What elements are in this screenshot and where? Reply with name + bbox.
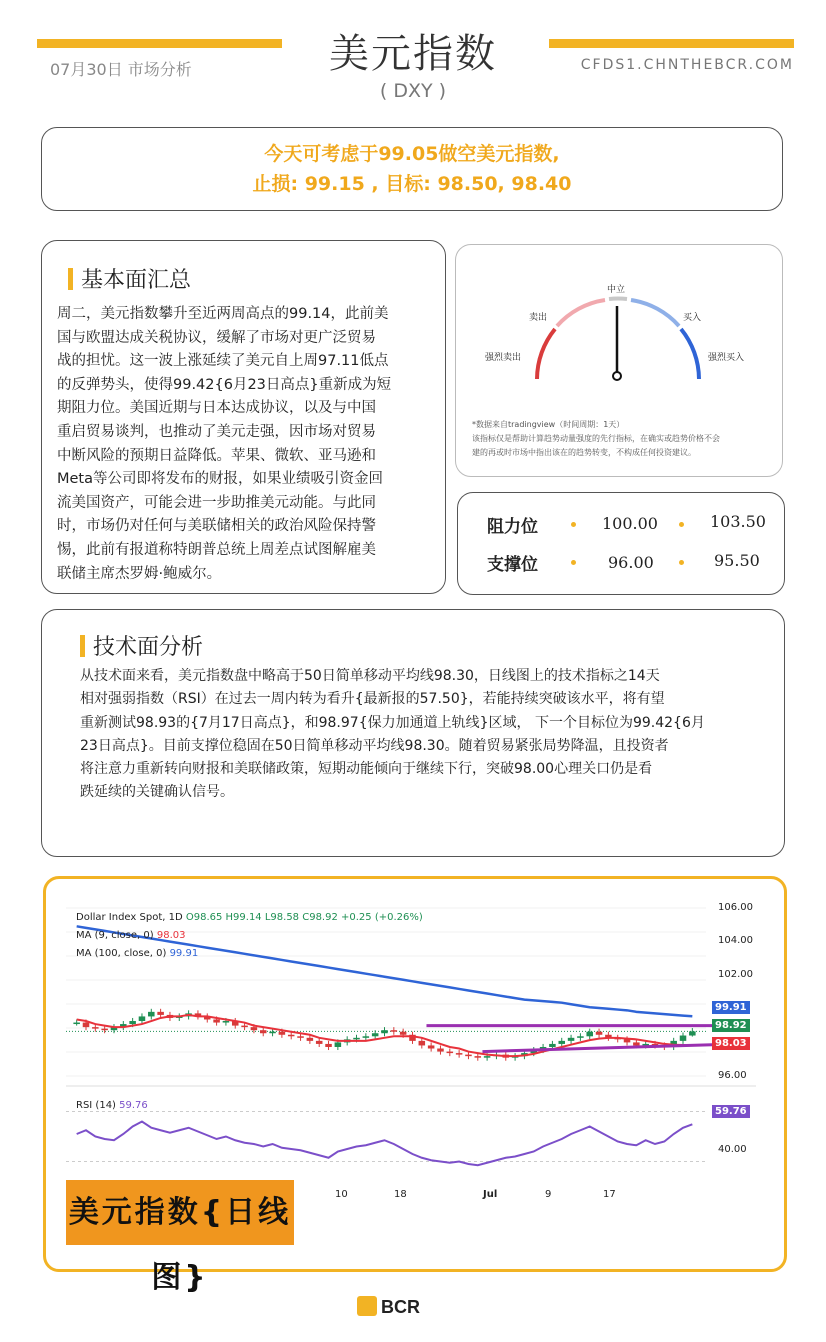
fundamental-line: 时，市场仍对任何与美联储相关的政治风险保持警 [57, 518, 376, 535]
x-tick: Jul [483, 1189, 498, 1200]
levels-box [457, 492, 785, 595]
gauge-note-line: 建的再或时市场中指出该在的趋势转变，不构成任何投资建议。 [472, 448, 696, 457]
y-tick: 96.00 [718, 1070, 747, 1081]
candle-body [335, 1042, 342, 1047]
gauge-label-strong-sell: 强烈卖出 [485, 353, 522, 363]
candle-body [577, 1036, 584, 1038]
candle-body [586, 1032, 593, 1037]
legend-rsi-label: RSI (14) [76, 1100, 116, 1111]
candle-body [101, 1029, 108, 1031]
candle-body [83, 1023, 90, 1028]
gauge-arc-neutral [609, 298, 627, 299]
site-url[interactable]: CFDS1.CHNTHEBCR.COM [580, 57, 794, 73]
bullet-dot [571, 522, 576, 527]
svg-text:BCR: BCR [381, 1297, 420, 1317]
rsi-line [77, 1122, 693, 1166]
candle-body [241, 1026, 248, 1028]
candle-body [353, 1038, 360, 1040]
fundamental-line: 战的担忧。这一波上涨延续了美元自上周97.11低点 [57, 353, 389, 370]
technical-line: 从技术面来看，美元指数盘中略高于50日简单移动平均线98.30，日线图上的技术指标之14天 [80, 668, 660, 684]
candle-body [307, 1038, 314, 1041]
technical-line: 23日高点}。目前支撑位稳固在50日简单移动平均线98.30。随着贸易紧张局势降温，且投资者 [80, 737, 669, 754]
gauge-arc-sell [557, 300, 605, 326]
chart-caption: 美元指数{日线图} [66, 1180, 294, 1245]
chart-legend-ma9 [76, 930, 185, 941]
y-tick: 106.00 [718, 902, 753, 913]
technical-line: 将注意力重新转向财报和美联储政策，短期动能倾向于继续下行，突破98.00心理关口仍是看 [80, 761, 653, 778]
gauge-note [472, 418, 772, 460]
y-tick: 104.00 [718, 935, 753, 946]
gauge-arc-strong-buy [681, 329, 699, 379]
candle-body [139, 1016, 146, 1021]
candle-body [624, 1039, 631, 1042]
resistance-label: 阻力位 [487, 517, 538, 537]
candle-body [456, 1053, 463, 1055]
candle-body [157, 1012, 164, 1015]
page-title: 美元指数 [329, 31, 497, 77]
candle-body [269, 1032, 276, 1034]
candle-body [223, 1021, 230, 1023]
candle-body [680, 1036, 687, 1041]
legend-symbol: Dollar Index Spot, 1D [76, 912, 183, 923]
candle-body [325, 1044, 332, 1047]
candle-body [316, 1041, 323, 1044]
bullet-dot [571, 560, 576, 565]
technical-title-text: 技术面分析 [93, 635, 204, 660]
fundamental-line: 联储主席杰罗姆·鲍威尔。 [57, 565, 222, 582]
recommendation-box [41, 127, 783, 211]
legend-rsi-value: 59.76 [119, 1100, 148, 1111]
chart-legend-main [76, 912, 423, 923]
candle-body [381, 1030, 388, 1033]
candle-body [596, 1032, 603, 1035]
fundamental-title-text: 基本面汇总 [81, 268, 192, 293]
candle-body [447, 1052, 454, 1054]
support-2: 95.50 [714, 551, 760, 570]
candle-body [689, 1031, 696, 1035]
recommendation-line-2: 止损: 99.15 , 目标: 98.50, 98.40 [252, 173, 572, 195]
fundamental-line: 中断风险的预期日益降低。苹果、微软、亚马逊和 [57, 447, 376, 464]
support-label: 支撑位 [487, 555, 538, 575]
fundamental-line: 流美国资产，可能会进一步助推美元动能。与此同 [57, 494, 376, 511]
candle-body [129, 1021, 136, 1024]
gauge-label-sell: 卖出 [529, 313, 548, 323]
bcr-logo [357, 1292, 452, 1320]
technical-line: 相对强弱指数（RSI）在过去一周内转为看升{最新报的57.50}，若能持续突破该水平，将有望 [80, 691, 665, 708]
fundamental-line: 国与欧盟达成关税协议，缓解了市场对更广泛贸易 [57, 329, 376, 346]
legend-ma100-label: MA (100, close, 0) [76, 948, 167, 959]
gauge-note-line: *数据来自tradingview（时间周期：1天） [472, 420, 625, 429]
fundamental-text [57, 303, 439, 586]
support-1: 96.00 [608, 553, 654, 572]
x-tick: 9 [545, 1189, 552, 1200]
legend-ohlc: O98.65 H99.14 L98.58 C98.92 +0.25 (+0.26%) [185, 912, 423, 923]
gauge-arc-buy [631, 300, 679, 326]
candle-body [400, 1032, 407, 1035]
fundamental-line: 的反弹势头，使得99.42{6月23日高点}重新成为短 [57, 376, 392, 393]
y-tick: 102.00 [718, 969, 753, 980]
page-subtitle: ( DXY ) [379, 80, 447, 102]
candle-body [288, 1035, 295, 1037]
report-date: 07月30日 市场分析 [50, 60, 192, 79]
technical-line: 跌延续的关键确认信号。 [80, 784, 234, 801]
rsi-y-tick: 40.00 [718, 1144, 747, 1155]
candle-body [419, 1041, 426, 1046]
chart-legend-rsi [76, 1100, 148, 1111]
resistance-1: 100.00 [602, 514, 658, 533]
section-marker [80, 635, 85, 657]
candle-body [297, 1036, 304, 1038]
gauge-note-line: 该指标仅是帮助计算趋势动量强度的先行指标，在确实或趋势价格不会 [472, 434, 720, 443]
gauge-label-strong-buy: 强烈买入 [708, 353, 745, 363]
candle-body [475, 1056, 482, 1058]
candle-body [484, 1056, 491, 1058]
last-price-tag: 98.92 [712, 1019, 750, 1032]
candle-body [260, 1030, 267, 1033]
legend-ma100-value: 99.91 [169, 948, 199, 959]
bullet-dot [679, 560, 684, 565]
candle-body [148, 1012, 155, 1017]
candle-body [558, 1041, 565, 1044]
fundamental-line: 重启贸易谈判，也推动了美元走强，因市场对贸易 [57, 423, 376, 440]
bullet-dot [679, 522, 684, 527]
gauge-label-neutral: 中立 [607, 285, 626, 295]
section-marker [68, 268, 73, 290]
technical-title [80, 630, 203, 661]
candle-body [391, 1030, 398, 1032]
candle-body [633, 1042, 640, 1045]
gauge-pivot [613, 372, 621, 380]
candle-body [363, 1036, 370, 1038]
candle-body [92, 1027, 99, 1029]
resistance-2: 103.50 [710, 512, 766, 531]
fundamental-line: 期阻力位。美国近期与日本达成协议，以及与中国 [57, 400, 376, 417]
rsi-price-tag: 59.76 [712, 1105, 750, 1118]
candle-body [251, 1027, 258, 1030]
fundamental-line: 惕，此前有报道称特朗普总统上周差点试图解雇美 [57, 541, 376, 558]
ma100-price-tag: 99.91 [712, 1001, 750, 1014]
fundamental-line: 周二，美元指数攀升至近两周高点的99.14，此前美 [57, 306, 389, 322]
candle-body [437, 1049, 444, 1052]
candle-body [568, 1038, 575, 1041]
candle-body [465, 1055, 472, 1057]
legend-ma9-value: 98.03 [156, 930, 186, 941]
candle-body [549, 1044, 556, 1047]
technical-text [80, 665, 770, 805]
chart-legend-ma100 [76, 948, 198, 959]
ma9-price-tag: 98.03 [712, 1037, 750, 1050]
candle-body [279, 1032, 286, 1035]
legend-ma9-label: MA (9, close, 0) [76, 930, 154, 941]
technical-line: 重新测试98.93的{7月17日高点}，和98.97{保力加通道上轨线}区域， 下一个目标位为99.42{6月 [80, 714, 705, 731]
x-tick: 17 [603, 1189, 616, 1200]
x-tick: 10 [335, 1189, 348, 1200]
gauge-label-buy: 买入 [683, 313, 702, 323]
gauge-arc-strong-sell [537, 329, 555, 379]
candle-body [428, 1045, 435, 1048]
recommendation-line-1: 今天可考虑于99.05做空美元指数, [264, 143, 560, 165]
x-tick: 18 [394, 1189, 407, 1200]
fundamental-line: Meta等公司即将发布的财报，如果业绩吸引资金回 [57, 471, 384, 488]
candle-body [213, 1019, 220, 1022]
fundamental-title [68, 263, 191, 294]
candle-body [372, 1033, 379, 1036]
channel-lower-line [482, 1045, 712, 1052]
candle-body [73, 1023, 80, 1024]
